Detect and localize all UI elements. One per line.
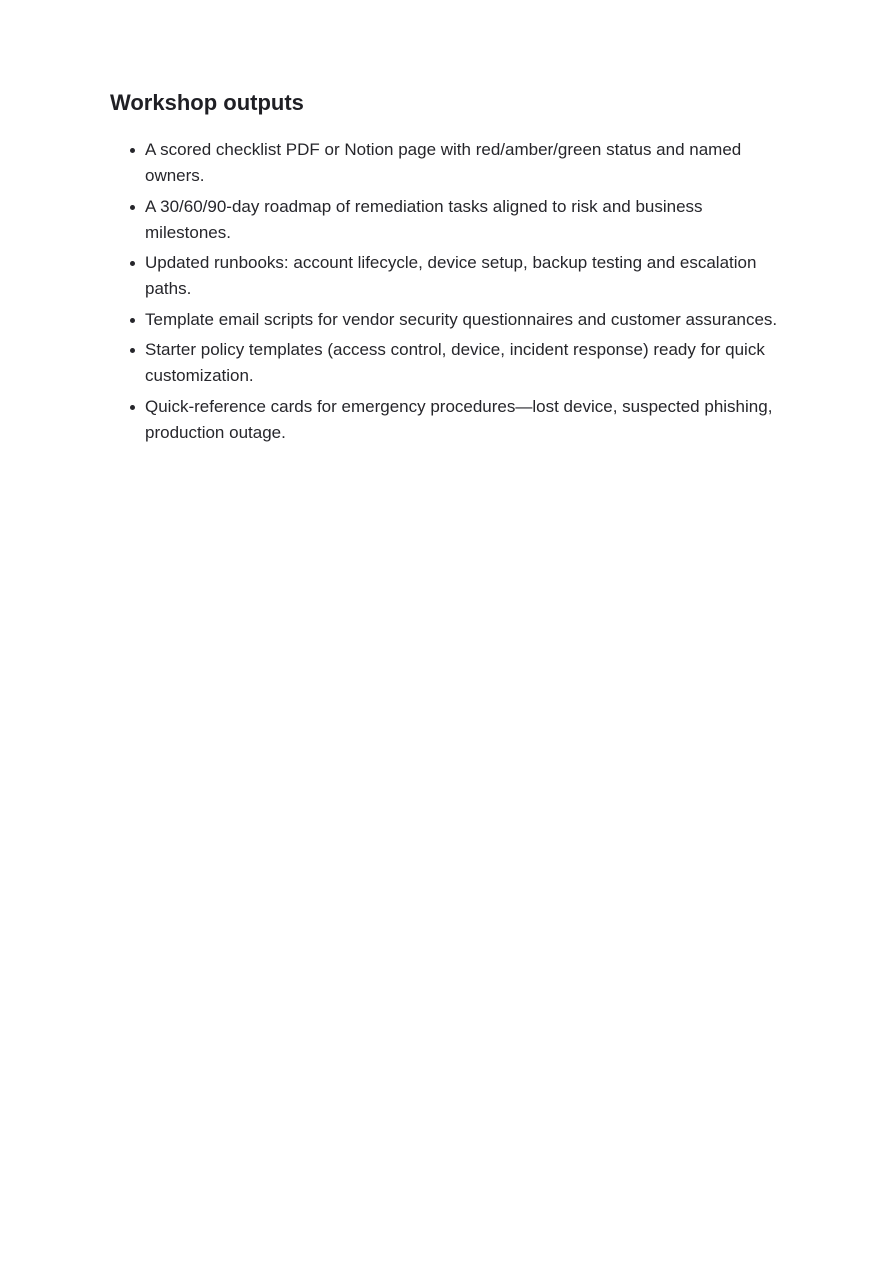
list-item-text: Template email scripts for vendor security questionnaires and customer assurances. [145,309,778,329]
bullet-icon [130,405,135,410]
bullet-icon [130,318,135,323]
list-item [110,250,790,302]
section-heading: Workshop outputs [110,90,304,115]
list-item-text: Quick-reference cards for emergency procedures—lost device, suspected phishing, production outage. [145,396,773,442]
list-item [110,194,790,246]
document-page [110,88,790,450]
bullet-icon [130,348,135,353]
list-item [110,394,790,446]
list-item [110,307,790,333]
outputs-list [110,137,790,446]
list-item-text: Starter policy templates (access control, device, incident response) ready for quick customization. [145,340,765,385]
bullet-icon [130,148,135,153]
list-item [110,137,790,189]
list-item [110,337,790,389]
bullet-icon [130,261,135,266]
bullet-icon [130,205,135,210]
list-item-text: A scored checklist PDF or Notion page with red/amber/green status and named owners. [145,140,742,185]
list-item-text: A 30/60/90-day roadmap of remediation tasks aligned to risk and business milestones. [145,196,703,242]
list-item-text: Updated runbooks: account lifecycle, device setup, backup testing and escalation paths. [145,253,757,298]
